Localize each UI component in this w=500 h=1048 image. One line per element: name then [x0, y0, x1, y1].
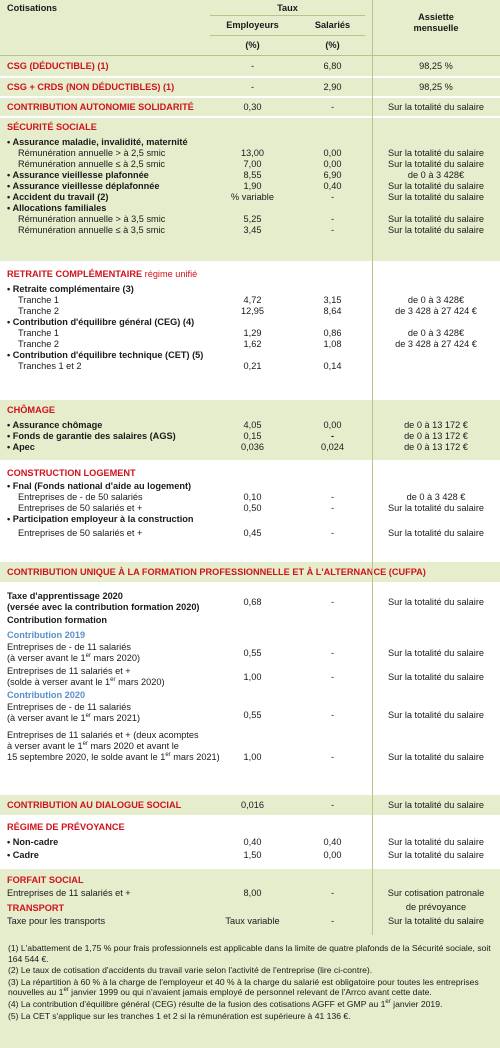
- row-salaries: 0,40: [323, 181, 342, 191]
- row-label: • Assurance maladie, invalidité, maternité: [7, 137, 232, 148]
- row-assiette: Sur la totalité du salaire: [387, 225, 484, 235]
- text: (solde à verser avant le 1: [7, 677, 111, 687]
- row-label: Tranche 1: [18, 328, 60, 338]
- table-row: [0, 420, 500, 431]
- table-row: [0, 170, 500, 181]
- section-csg-deductible: [0, 56, 500, 78]
- row-label: • Contribution d'équilibre technique (CET) (5): [7, 350, 232, 361]
- row-label: • Participation employeur à la construction: [7, 514, 232, 525]
- table-row: [0, 666, 500, 690]
- row-employeurs: 1,00: [243, 752, 262, 762]
- row-employeurs: 0,016: [241, 800, 264, 810]
- section-retraite-complementaire: [0, 263, 500, 400]
- row-employeurs: 0,50: [243, 503, 262, 513]
- row-assiette: de 0 à 13 172 €: [404, 442, 468, 452]
- row-label: Rémunération annuelle > à 3,5 smic: [18, 214, 166, 224]
- row-label: CONTRIBUTION AU DIALOGUE SOCIAL: [7, 800, 182, 810]
- text: (3) La répartition à 60 % à la charge de l'employeur et 40 % à la charge du salarié est obligatoire pour toutes les entreprises nouvelles au 1: [8, 976, 479, 998]
- row-assiette: de 0 à 13 172 €: [404, 431, 468, 441]
- superscript: er: [85, 713, 91, 719]
- row-label: CONTRIBUTION AUTONOMIE SOLIDARITÉ: [7, 102, 194, 112]
- table-row: [0, 159, 500, 170]
- row-label: • Assurance chômage: [7, 420, 232, 431]
- table-row: [0, 214, 500, 225]
- section-chomage: [0, 400, 500, 462]
- row-salaries: 0,024: [321, 442, 344, 452]
- table-row: [0, 181, 500, 192]
- row-employeurs: 12,95: [241, 306, 264, 316]
- table-row: [0, 528, 500, 539]
- row-label: • Contribution d'équilibre général (CEG) (4): [7, 317, 232, 328]
- row-salaries: -: [330, 672, 335, 682]
- row-assiette: de 0 à 13 172 €: [404, 420, 468, 430]
- section-securite-sociale: [0, 118, 500, 263]
- footnote-2: (2) Le taux de cotisation d'accidents du travail varie selon l'activité de l'entreprise (lire ci-contre).: [8, 965, 373, 976]
- text: 15 septembre 2020, le solde avant le 1: [7, 752, 166, 762]
- row-employeurs: 0,55: [243, 648, 262, 658]
- row-assiette: Sur cotisation patronale: [387, 888, 485, 898]
- row-assiette: Sur la totalité du salaire: [387, 800, 484, 810]
- row-employeurs: 1,62: [243, 339, 262, 349]
- section-title-row: [0, 567, 500, 578]
- subsection-title: Contribution 2019: [7, 630, 86, 640]
- row-label: Entreprises de - de 11 salariés: [7, 642, 131, 652]
- text: mars 2020 et avant le: [87, 741, 179, 751]
- row-employeurs: 1,00: [243, 672, 262, 682]
- row-assiette: de 3 428 à 27 424 €: [395, 306, 477, 316]
- row-label: Rémunération annuelle ≤ à 2,5 smic: [18, 159, 166, 169]
- row-assiette-2: de prévoyance: [405, 902, 467, 912]
- row-salaries: 6,80: [323, 61, 342, 71]
- superscript: er: [385, 998, 391, 1005]
- row-salaries: 0,40: [323, 837, 342, 847]
- row-label: Entreprises de 50 salariés et +: [18, 503, 143, 513]
- subsection-title: Contribution 2020: [7, 690, 86, 700]
- table-row: [0, 690, 500, 702]
- row-assiette: Sur la totalité du salaire: [387, 503, 484, 513]
- table-row: [0, 591, 500, 615]
- header-salaries: Salariés: [314, 20, 351, 30]
- table-row: [0, 148, 500, 159]
- table-row: [0, 899, 500, 912]
- row-employeurs: 1,29: [243, 328, 262, 338]
- table-row: [0, 702, 500, 730]
- row-employeurs: 13,00: [241, 148, 264, 158]
- row-employeurs: 0,30: [243, 102, 262, 112]
- table-row: [0, 800, 500, 811]
- row-salaries: -: [330, 528, 335, 538]
- row-label: • Non-cadre: [7, 837, 232, 848]
- table-row: [0, 361, 500, 372]
- row-label: • Allocations familiales: [7, 203, 232, 214]
- row-assiette: de 3 428 à 27 424 €: [395, 339, 477, 349]
- section-title: RÉGIME DE PRÉVOYANCE: [7, 822, 125, 832]
- row-label-2: (versée avec la contribution formation 2020): [7, 602, 200, 612]
- row-label: • Fnal (Fonds national d'aide au logement): [7, 481, 232, 492]
- text: mars 2020): [91, 653, 141, 663]
- row-label: • Apec: [7, 442, 232, 453]
- row-employeurs: % variable: [231, 192, 274, 202]
- section-title: TRANSPORT: [7, 903, 65, 913]
- row-employeurs: 8,00: [243, 888, 262, 898]
- row-label-3: [7, 752, 232, 763]
- row-salaries: 8,64: [323, 306, 342, 316]
- text: (à verser avant le 1: [7, 653, 86, 663]
- header-divider: [210, 35, 365, 36]
- row-employeurs: 1,90: [243, 181, 262, 191]
- row-label: • Cadre: [7, 850, 232, 861]
- row-assiette: Sur la totalité du salaire: [387, 148, 484, 158]
- table-row: [0, 431, 500, 442]
- table-row: [0, 514, 500, 525]
- table-row: [0, 442, 500, 453]
- row-salaries: -: [330, 888, 335, 898]
- row-employeurs: 0,55: [243, 710, 262, 720]
- table-row: [0, 481, 500, 492]
- row-assiette: Sur la totalité du salaire: [387, 752, 484, 762]
- text: mars 2021): [170, 752, 220, 762]
- superscript: er: [165, 752, 171, 758]
- row-employeurs: 1,50: [243, 850, 262, 860]
- superscript: er: [110, 677, 116, 683]
- row-label: Tranche 2: [18, 339, 60, 349]
- row-label: • Accident du travail (2): [7, 192, 232, 203]
- section-forfait-transport: [0, 869, 500, 937]
- header-pct-salaries: (%): [325, 40, 340, 50]
- row-employeurs: 0,68: [243, 597, 262, 607]
- text: (à verser avant le 1: [7, 713, 86, 723]
- section-title-row: [0, 875, 500, 888]
- row-salaries: -: [330, 492, 335, 502]
- row-salaries: 0,00: [323, 159, 342, 169]
- header-mensuelle: mensuelle: [413, 23, 459, 33]
- row-salaries: 3,15: [323, 295, 342, 305]
- row-label: Rémunération annuelle > à 2,5 smic: [18, 148, 166, 158]
- table-row: [0, 888, 500, 899]
- footnotes: [0, 935, 500, 1048]
- row-employeurs: 4,05: [243, 420, 262, 430]
- row-assiette: Sur la totalité du salaire: [387, 672, 484, 682]
- row-label: Contribution formation: [7, 615, 108, 625]
- row-salaries: 1,08: [323, 339, 342, 349]
- table-row: [0, 492, 500, 503]
- table-row: [0, 295, 500, 306]
- row-salaries: -: [330, 752, 335, 762]
- table-row: [0, 284, 500, 295]
- row-label: Entreprises de 11 salariés et +: [7, 888, 131, 898]
- row-label: • Assurance vieillesse plafonnée: [7, 170, 232, 181]
- row-salaries: 0,00: [323, 850, 342, 860]
- row-assiette: Sur la totalité du salaire: [387, 648, 484, 658]
- row-assiette: Sur la totalité du salaire: [387, 192, 484, 202]
- row-assiette: Sur la totalité du salaire: [387, 102, 484, 112]
- row-label-2: [7, 677, 232, 688]
- row-assiette: de 0 à 3 428€: [407, 328, 465, 338]
- row-label: Tranche 1: [18, 295, 60, 305]
- row-label-2: [7, 741, 232, 752]
- table-row: [0, 306, 500, 317]
- row-salaries: -: [330, 102, 335, 112]
- footnote-1: (1) L'abattement de 1,75 % pour frais professionnels est applicable dans la limite de quatre plafonds de la Sécurité sociale, soit 164 544 €.: [8, 943, 491, 964]
- row-salaries: -: [330, 648, 335, 658]
- header-cotisations: Cotisations: [7, 3, 58, 13]
- row-assiette: Sur la totalité du salaire: [387, 710, 484, 720]
- section-dialogue-social: [0, 795, 500, 817]
- table-header: [0, 0, 500, 56]
- table-row: [0, 730, 500, 766]
- text: janvier 1999 ou qui n'avaient jamais employé de personnel relevant de l'Arrco avant cette date.: [68, 987, 432, 998]
- row-employeurs: -: [250, 82, 255, 92]
- row-employeurs: 0,40: [243, 837, 262, 847]
- header-assiette: Assiette: [418, 12, 454, 22]
- section-title: CONSTRUCTION LOGEMENT: [7, 468, 136, 478]
- footnote-5: (5) La CET s'applique sur les tranches 1 et 2 si la rémunération est supérieure à 41 136 €.: [8, 1010, 351, 1021]
- row-assiette: 98,25 %: [419, 82, 453, 92]
- text: janvier 2019.: [390, 998, 443, 1009]
- header-taux: Taux: [277, 3, 298, 13]
- row-label: Entreprises de - de 11 salariés: [7, 702, 131, 712]
- header-employeurs: Employeurs: [226, 20, 279, 30]
- text: (4) La contribution d'équilibre général (CEG) résulte de la fusion des cotisations AGFF et GMP au 1: [8, 998, 386, 1009]
- row-employeurs: 4,72: [243, 295, 262, 305]
- row-employeurs: 0,10: [243, 492, 262, 502]
- table-row: [0, 503, 500, 514]
- superscript: er: [85, 653, 91, 659]
- row-label: • Retraite complémentaire (3): [7, 284, 232, 295]
- row-label-2: [7, 653, 232, 664]
- section-title-main: RETRAITE COMPLÉMENTAIRE: [7, 269, 143, 279]
- section-csa: [0, 98, 500, 118]
- row-assiette: Sur la totalité du salaire: [387, 528, 484, 538]
- row-assiette: 98,25 %: [419, 61, 453, 71]
- row-employeurs: 0,036: [241, 442, 264, 452]
- row-salaries: -: [330, 916, 335, 926]
- table-row: [0, 916, 500, 927]
- section-title: SÉCURITÉ SOCIALE: [7, 122, 97, 132]
- row-salaries: -: [330, 597, 335, 607]
- section-csg-non-deductible: [0, 78, 500, 98]
- row-employeurs: 0,15: [243, 431, 262, 441]
- table-row: [0, 850, 500, 861]
- table-row: [0, 350, 500, 361]
- section-title: [7, 269, 197, 280]
- row-label: Entreprises de 11 salariés et +: [7, 666, 131, 676]
- section-title: CONTRIBUTION UNIQUE À LA FORMATION PROFESSIONNELLE ET À L'ALTERNANCE (CUFPA): [7, 567, 426, 577]
- row-label: • Fonds de garantie des salaires (AGS): [7, 431, 232, 442]
- text: mars 2021): [91, 713, 141, 723]
- row-salaries: -: [330, 503, 335, 513]
- section-title-row: [0, 405, 500, 420]
- table-row: [0, 317, 500, 328]
- row-salaries: 0,14: [323, 361, 342, 371]
- row-employeurs: 3,45: [243, 225, 262, 235]
- superscript: er: [63, 987, 69, 994]
- table-row: [0, 339, 500, 350]
- footnote-4: [8, 999, 492, 1010]
- table-row: [0, 102, 500, 113]
- row-employeurs: 5,25: [243, 214, 262, 224]
- row-label: Rémunération annuelle ≤ à 3,5 smic: [18, 225, 166, 235]
- row-salaries: 2,90: [323, 82, 342, 92]
- section-construction-logement: [0, 462, 500, 562]
- row-assiette: Sur la totalité du salaire: [387, 159, 484, 169]
- section-title-sub: régime unifié: [144, 269, 198, 279]
- header-divider: [210, 15, 365, 16]
- table-row: [0, 225, 500, 236]
- section-prevoyance: [0, 817, 500, 869]
- row-employeurs: Taux variable: [225, 916, 280, 926]
- row-salaries: -: [330, 710, 335, 720]
- row-salaries: -: [330, 214, 335, 224]
- table-row: [0, 642, 500, 666]
- row-assiette: Sur la totalité du salaire: [387, 837, 484, 847]
- row-salaries: -: [330, 800, 335, 810]
- row-label: Taxe d'apprentissage 2020: [7, 591, 123, 601]
- row-assiette: Sur la totalité du salaire: [387, 181, 484, 191]
- row-assiette: de 0 à 3 428€: [407, 170, 465, 180]
- section-cufpa: [0, 584, 500, 795]
- row-assiette: Sur la totalité du salaire: [387, 850, 484, 860]
- row-label: CSG + CRDS (NON DÉDUCTIBLES) (1): [7, 82, 175, 92]
- row-label: Tranches 1 et 2: [18, 361, 82, 371]
- row-label: Entreprises de 50 salariés et +: [18, 528, 143, 538]
- row-employeurs: -: [250, 61, 255, 71]
- row-employeurs: 7,00: [243, 159, 262, 169]
- table-row: [0, 615, 500, 630]
- row-label: Entreprises de 11 salariés et + (deux acomptes: [7, 730, 199, 740]
- section-cufpa-title: [0, 562, 500, 584]
- table-row: [0, 328, 500, 339]
- section-title-row: [0, 269, 500, 284]
- table-row: [0, 192, 500, 203]
- text: mars 2020): [115, 677, 165, 687]
- section-title-row: [0, 468, 500, 481]
- section-title: CHÔMAGE: [7, 405, 55, 415]
- row-salaries: -: [330, 225, 335, 235]
- table-row: [0, 203, 500, 214]
- row-label: CSG (DÉDUCTIBLE) (1): [7, 61, 109, 71]
- table-row: [0, 61, 500, 72]
- row-assiette: de 0 à 3 428€: [407, 295, 465, 305]
- row-salaries: 0,00: [323, 420, 342, 430]
- row-assiette: Sur la totalité du salaire: [387, 916, 484, 926]
- superscript: er: [82, 741, 88, 747]
- row-label: • Assurance vieillesse déplafonnée: [7, 181, 232, 192]
- row-employeurs: 0,21: [243, 361, 262, 371]
- row-label-2: [7, 713, 232, 724]
- row-employeurs: 8,55: [243, 170, 262, 180]
- header-pct-employeurs: (%): [245, 40, 260, 50]
- row-salaries: -: [330, 431, 335, 441]
- text: à verser avant le 1: [7, 741, 83, 751]
- table-row: [0, 137, 500, 148]
- section-title-row: [0, 122, 500, 137]
- section-title-row: [0, 822, 500, 837]
- row-label: Tranche 2: [18, 306, 60, 316]
- row-salaries: 0,00: [323, 148, 342, 158]
- row-salaries: -: [330, 192, 335, 202]
- row-assiette: de 0 à 3 428 €: [406, 492, 466, 502]
- section-title: FORFAIT SOCIAL: [7, 875, 84, 885]
- table-row: [0, 837, 500, 850]
- row-label: Entreprises de - de 50 salariés: [18, 492, 143, 502]
- row-salaries: 0,86: [323, 328, 342, 338]
- footnote-3: [8, 977, 492, 998]
- row-assiette: Sur la totalité du salaire: [387, 597, 484, 607]
- row-salaries: 6,90: [323, 170, 342, 180]
- row-label: Taxe pour les transports: [7, 916, 106, 926]
- row-assiette: Sur la totalité du salaire: [387, 214, 484, 224]
- table-row: [0, 82, 500, 93]
- column-divider: [372, 0, 373, 935]
- row-employeurs: 0,45: [243, 528, 262, 538]
- table-row: [0, 630, 500, 642]
